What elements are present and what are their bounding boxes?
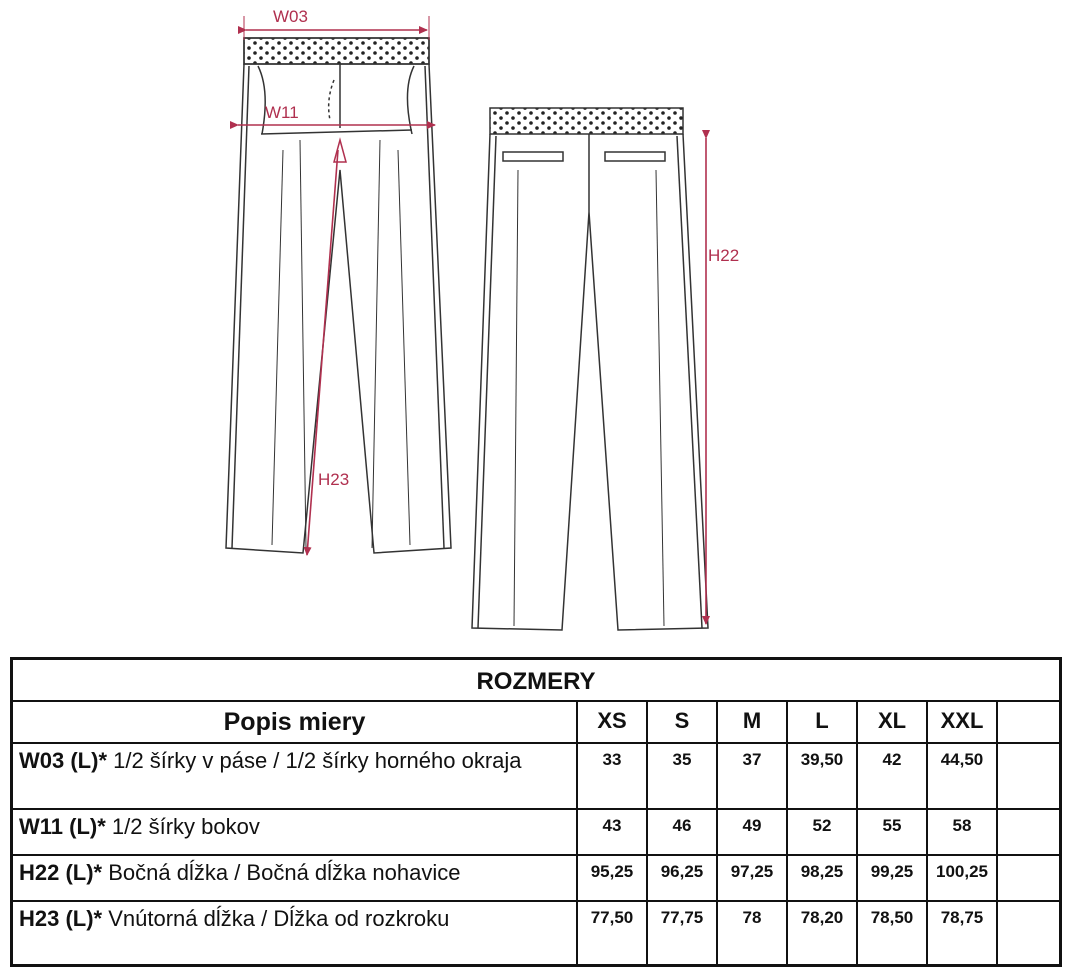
measure-text: 1/2 šírky bokov [105,814,260,839]
header-size-xxl: XXL [926,702,996,742]
w03-label: W03 [273,7,308,26]
h23-measure [307,150,338,555]
measure-description [13,856,576,900]
header-size-xs: XS [576,702,646,742]
measure-code: W11 (L)* [19,814,106,839]
size-value: 43 [576,810,646,854]
table-header-row [13,702,1059,744]
size-value: 78,75 [926,902,996,964]
size-table [10,657,1062,967]
header-size-xl: XL [856,702,926,742]
size-value: 33 [576,744,646,808]
table-title: ROZMERY [13,660,1059,702]
measurement-lines [238,16,706,624]
measure-code: W03 (L)* [19,748,107,773]
header-size-l: L [786,702,856,742]
size-value: 39,50 [786,744,856,808]
size-value: 35 [646,744,716,808]
table-row [13,810,1059,856]
size-value: 99,25 [856,856,926,900]
table-row [13,856,1059,902]
header-description: Popis miery [223,708,366,736]
size-value: 77,75 [646,902,716,964]
size-value: 46 [646,810,716,854]
size-value [996,810,1059,854]
size-value: 37 [716,744,786,808]
h22-label: H22 [708,246,740,265]
measure-description [13,744,576,808]
size-value: 77,50 [576,902,646,964]
w11-label: W11 [265,103,299,122]
size-value: 98,25 [786,856,856,900]
size-value: 78,20 [786,902,856,964]
header-size-s: S [646,702,716,742]
size-value: 58 [926,810,996,854]
size-value: 95,25 [576,856,646,900]
size-value: 78,50 [856,902,926,964]
header-size-empty [996,702,1059,742]
measure-text: 1/2 šírky v páse / 1/2 šírky horného okraja [107,748,522,773]
size-value: 100,25 [926,856,996,900]
measure-code: H22 (L)* [19,860,103,885]
size-value: 97,25 [716,856,786,900]
measure-description [13,902,576,964]
size-value [996,744,1059,808]
measure-description [13,810,576,854]
back-view [472,108,708,630]
measure-text: Vnútorná dĺžka / Dĺžka od rozkroku [102,906,450,931]
table-row [13,902,1059,964]
size-value: 96,25 [646,856,716,900]
size-value: 49 [716,810,786,854]
size-value [996,856,1059,900]
table-row [13,744,1059,810]
size-value: 44,50 [926,744,996,808]
header-size-m: M [716,702,786,742]
size-value [996,902,1059,964]
size-value: 78 [716,902,786,964]
size-value: 55 [856,810,926,854]
measure-code: H23 (L)* [19,906,103,931]
size-value: 52 [786,810,856,854]
measure-text: Bočná dĺžka / Bočná dĺžka nohavice [102,860,461,885]
h23-label: H23 [318,470,350,489]
size-value: 42 [856,744,926,808]
